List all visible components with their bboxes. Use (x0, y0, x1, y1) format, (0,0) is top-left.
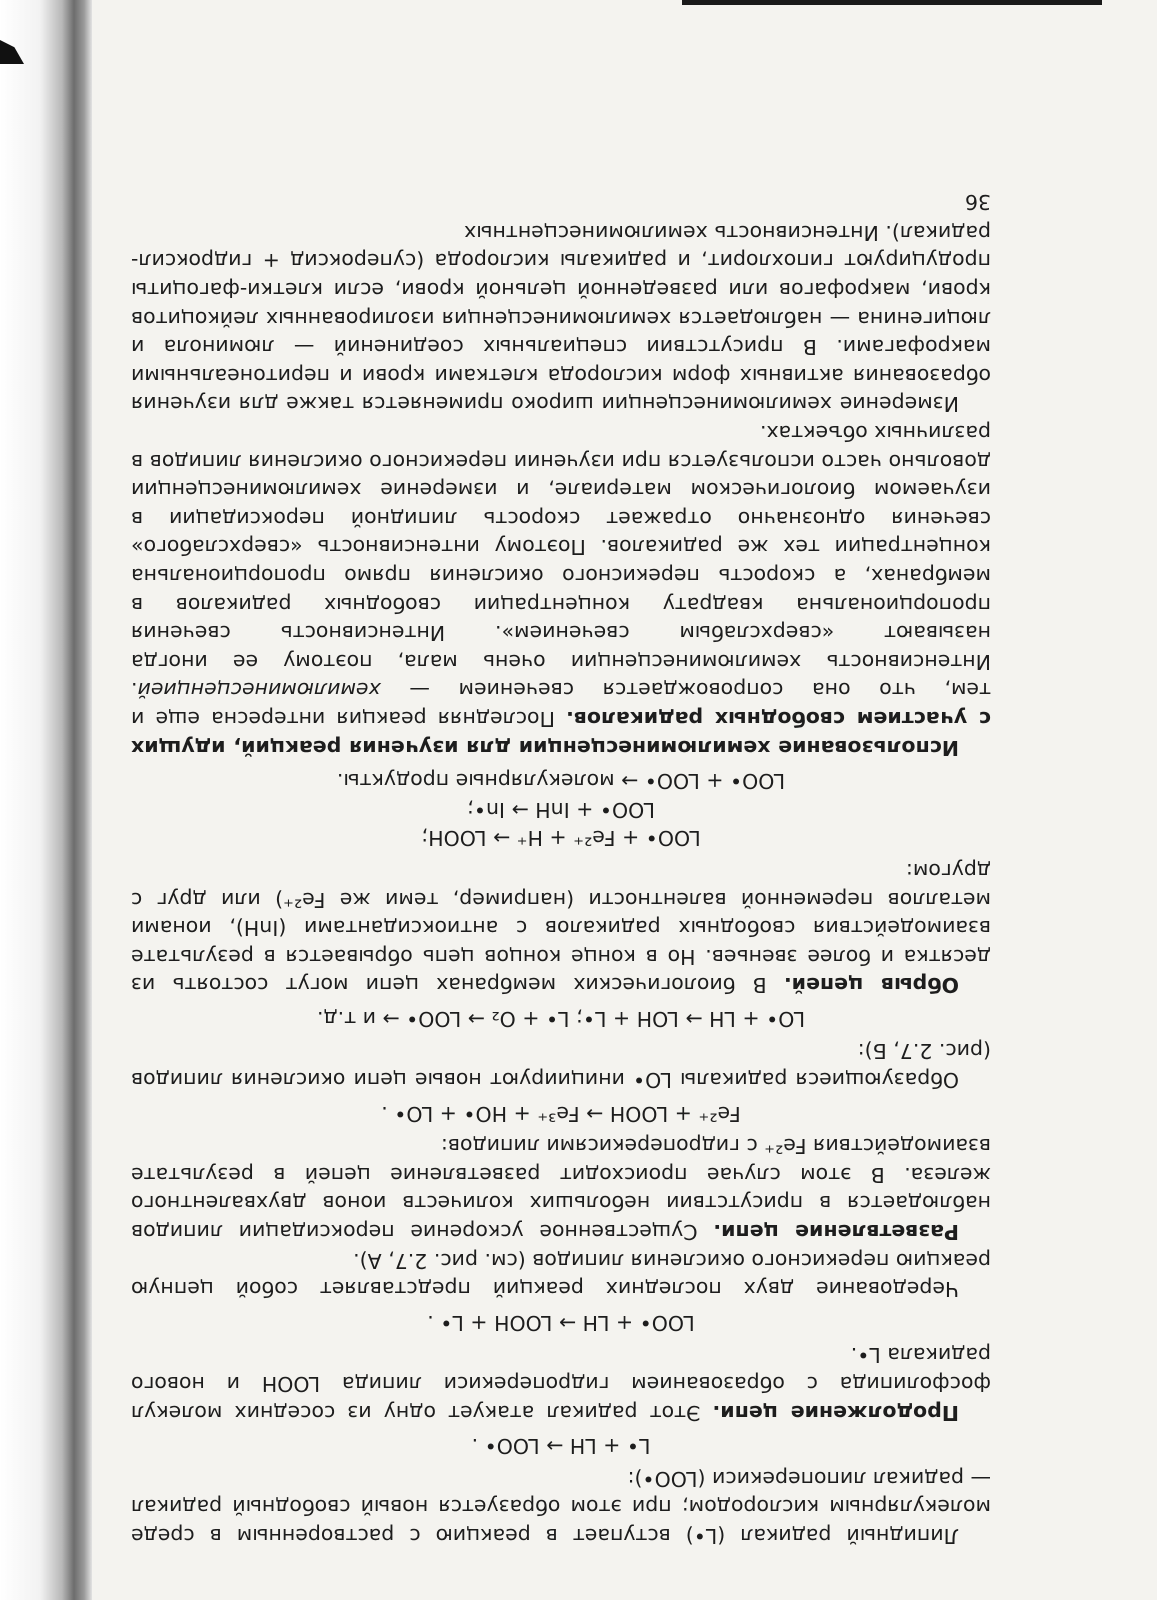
equation-branching: Fe²⁺ + LOOH → Fe³⁺ + HO• + LO• . (381, 1101, 741, 1126)
paragraph-chain-propagation (131, 1341, 991, 1427)
paragraph-text: . Интенсивность хемилюминесценции очень мала, поэтому ее иногда называют «сверхслабым свечением». Интенсивность свечения пропорциональна квадрату концентрации свободных радикалов в мембранах, а скорость перекисного окисления прямо пропорциональна концентрации тех же радикалов. Поэтому интенсивность «сверхслабого» свечения однозначно отражает скорость липидной пероксидации в изучаемом биологическом материале, и измерение хемилюминесценции довольно часто используется при изучении перекисного окисления липидов в различных объектах. (131, 421, 991, 703)
equation-initiation: L• + LH → LOO• . (471, 1434, 651, 1459)
paragraph-chain-termination (131, 856, 991, 999)
paragraph-text: Последняя реакция интересна еще и тем, что она сопровождается свечением — (131, 678, 991, 731)
paragraph-chemiluminescence (131, 418, 991, 761)
page-text (131, 188, 991, 1550)
paragraph-text: Существенное ускорение пероксидации липидов наблюдается в присутствии небольших количеств ионов двухвалентного железа. В этом случае происходит разветвление цепей в результате взаимодействия Fe²⁺ с гидроперекисями липидов: (131, 1134, 991, 1245)
paragraph-chain-reaction: Чередование двух последних реакций представляет собой цепную реакцию перекисного окисления липидов (см. рис. 2.7, А). (131, 1248, 991, 1302)
equation-termination-iron: LOO• + Fe²⁺ + H⁺ → LOOH; (421, 826, 701, 851)
equation-termination-recombination: LOO• + LOO• → молекулярные продукты. (336, 769, 786, 794)
equation-propagation: LOO• + LH → LOOH + L• . (427, 1310, 695, 1335)
paragraph-phagocytes: Измерение хемилюминесценции широко применяется также для изучения образования активных форм кислорода клетками крови и перитонеальными макрофагами. В присутствии специальных соединений — люминола и люцигенина — наблюдается хемилюминесценция изолированных лейкоцитов крови, макрофагов или разведенной цельной крови, если клетки-фагоциты продуцируют гипохлорит, и радикалы кислорода (супероксид + гидроксил-радикал). Интенсивность хемилюминесцентных (131, 220, 991, 417)
header-rule (682, 0, 1102, 5)
equation-termination-antioxidant: LOO• + InH → In•; (467, 797, 655, 822)
heading-chemiluminescence: Использование хемилюминесценции для изучения реакций, идущих с участием свободных радикалов. (131, 706, 991, 760)
equation-new-chains: LO• + LH → LOH + L•; L• + O₂ → LOO• → и т.д. (316, 1006, 806, 1031)
paragraph-text: В биологических мембранах цепи могут состоять из десятка и более звеньев. Но в конце концов цепь обрывается в результате взаимодействия свободных радикалов с антиоксидантами (InH), ионами металлов переменной валентности (например, теми же Fe²⁺) или друг с другом: (131, 858, 991, 998)
paragraph-text: Этот радикал атакует одну из соседних молекул фосфолипида с образованием гидроперекиси липида LOOH и нового радикала L•. (131, 1343, 991, 1425)
paragraph-chain-branching (131, 1132, 991, 1246)
page-number: 36 (964, 190, 991, 215)
paragraph-lo-radicals: Образующиеся радикалы LO• инициируют новые цепи окисления липидов (рис. 2.7, Б): (131, 1039, 991, 1093)
term-chemiluminescence: хемилюминесценцией (137, 678, 381, 703)
heading-chain-termination: Обрыв цепей. (783, 973, 959, 998)
heading-chain-branching: Разветвление цепи. (713, 1220, 959, 1245)
heading-chain-propagation: Продолжение цепи. (712, 1400, 959, 1425)
paragraph-lipid-radical: Липидный радикал (L•) вступает в реакцию с растворенным в среде молекулярным кислородом; при этом образуется новый свободный радикал — радикал липоперекиси (LOO•): (131, 1466, 991, 1548)
book-binding-shadow (0, 0, 92, 1600)
